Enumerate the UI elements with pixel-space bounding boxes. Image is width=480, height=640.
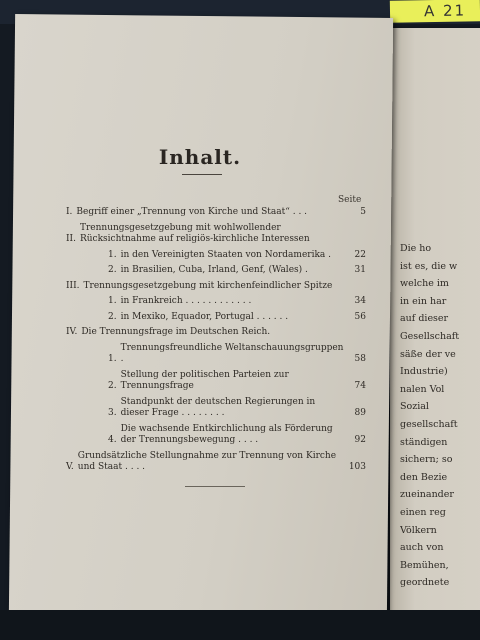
toc-entry-text [81,327,344,339]
toc-entry-text [121,343,344,366]
right-page-line: auf dieser [400,313,449,325]
toc-entry-number: 2. [108,381,117,391]
title-divider [182,174,222,175]
toc-entry [66,223,366,246]
toc-entry-title: in Mexiko, Equador, Portugal [120,311,254,322]
toc-entry [66,343,366,366]
toc-entry-number: 1. [108,354,117,364]
toc-entry [66,281,366,293]
right-page-line: sichern; so [400,454,453,466]
toc-entry-text [121,397,344,420]
toc-entry-text [80,223,344,246]
toc-entry-title: in Frankreich [120,296,183,306]
toc-entry-title: Trennungsfreundliche Weltanschauungsgruppen [120,342,344,353]
right-page-line: Bemühen, [400,559,449,571]
toc-entry-leader: . . . [289,207,308,217]
right-page-line: Die ho [400,243,432,254]
toc-entry-title: Trennungsgesetzgebung mit wohlwollender Rücksichtnahme auf religiös-kirchliche Interessen [79,222,310,244]
toc-entry [66,265,366,277]
page-column-header: Seite [338,195,362,205]
right-page-line: zueinander [400,489,454,501]
right-page-line: ständigen [400,436,448,448]
toc-entry-leader: . [302,265,308,275]
toc-entry-title: in den Vereinigten Staaten von Nordamerika [120,249,326,260]
toc-entry-text [78,451,344,474]
toc-entry-number: 2. [108,311,117,322]
toc-entry-number: III. [66,280,80,291]
right-page-text [400,240,480,592]
toc-entry-page: 22 [354,249,366,260]
right-page-line: den Bezie [400,471,448,483]
toc-entry-number: 1. [108,249,117,260]
toc-entry-text [121,265,344,277]
toc-entry-number: IV. [66,327,78,337]
toc-entry-title: Begriff einer „Trennung von Kirche und Staat“ [76,207,290,217]
toc-entry-leader: . . . . [235,435,259,445]
right-page-line: nalen Vol [400,383,445,395]
toc-entry [66,296,366,308]
toc-entry-title: Die wachsende Entkirchlichung als Förderung der Trennungsbewegung [120,423,333,445]
toc-entry-title: Standpunkt der deutschen Regierungen in dieser Frage [120,396,316,418]
right-page-line: einen reg [400,506,446,518]
toc-entry-number: 4. [108,435,117,445]
toc-entry-title: Grundsätzliche Stellungnahme zur Trennung von Kirche und Staat [77,450,337,472]
right-page-line: Industrie) [400,366,448,378]
toc-entry-text [121,296,344,308]
right-page-line: Gesellschaft [400,330,460,342]
toc-entry [66,370,366,393]
toc-entry-text [84,281,344,293]
right-page-line: Sozial [400,401,429,413]
toc-entry [66,451,366,474]
toc-entry-leader: . . . . . . [253,311,289,322]
right-page-line: ist es, die w [400,260,458,272]
toc-entry-page: 92 [354,435,366,445]
toc-entry-text [121,250,344,262]
table-of-contents [66,207,366,478]
toc-title: Inhalt. [158,145,242,169]
toc-entry-text [76,207,344,219]
toc-entry [66,207,366,219]
toc-entry-number: I. [66,207,73,217]
toc-entry-leader: . . . . . . . . . . . . [182,296,252,306]
toc-entry-leader: . . . . . . . . [178,408,225,418]
toc-entry-title: in Brasilien, Cuba, Irland, Genf, (Wales) [120,265,303,275]
toc-entry [66,424,366,447]
right-page-line: in ein har [400,295,447,307]
toc-entry-leader: . [120,354,124,364]
right-page-line: auch von [400,542,444,554]
toc-entry-number: 1. [108,296,117,306]
background-bottom [0,610,480,640]
toc-entry-page: 34 [354,296,366,306]
toc-entry-page: 31 [354,265,366,275]
toc-entry-title: Stellung der politischen Parteien zur Trennungsfrage [120,369,289,391]
toc-entry-number: V. [66,462,74,472]
toc-entry-title: Trennungsgesetzgebung mit kirchenfeindlicher Spitze [83,280,333,291]
toc-entry [66,312,366,324]
toc-entry [66,397,366,420]
toc-entry-page: 103 [348,462,366,472]
yellow-label-sticker: A 21 [390,0,480,23]
toc-entry-number: 3. [108,408,117,418]
toc-entry [66,250,366,262]
toc-entry-text [121,424,344,447]
right-page-line: geordnete [400,577,450,589]
toc-entry-page: 89 [354,408,366,418]
toc-entry-page: 58 [354,354,366,364]
toc-entry-page: 56 [354,311,366,322]
right-page-line: Völkern [400,524,437,536]
toc-entry-number: 2. [108,265,117,275]
toc-entry-page: 74 [354,381,366,391]
toc-entry-page: 5 [360,207,366,217]
toc-entry-title: Die Trennungsfrage im Deutschen Reich. [81,327,271,337]
bottom-divider [185,486,245,487]
right-page-line: säße der ve [400,348,456,360]
toc-entry-number: II. [66,234,76,244]
toc-entry-leader: . [325,249,332,260]
toc-entry [66,327,366,339]
toc-entry-text [121,370,344,393]
toc-entry-text [121,312,344,324]
right-page-line: gesellschaft [400,418,458,430]
right-page-line: welche im [400,278,449,290]
toc-entry-leader: . . . . [122,462,146,472]
